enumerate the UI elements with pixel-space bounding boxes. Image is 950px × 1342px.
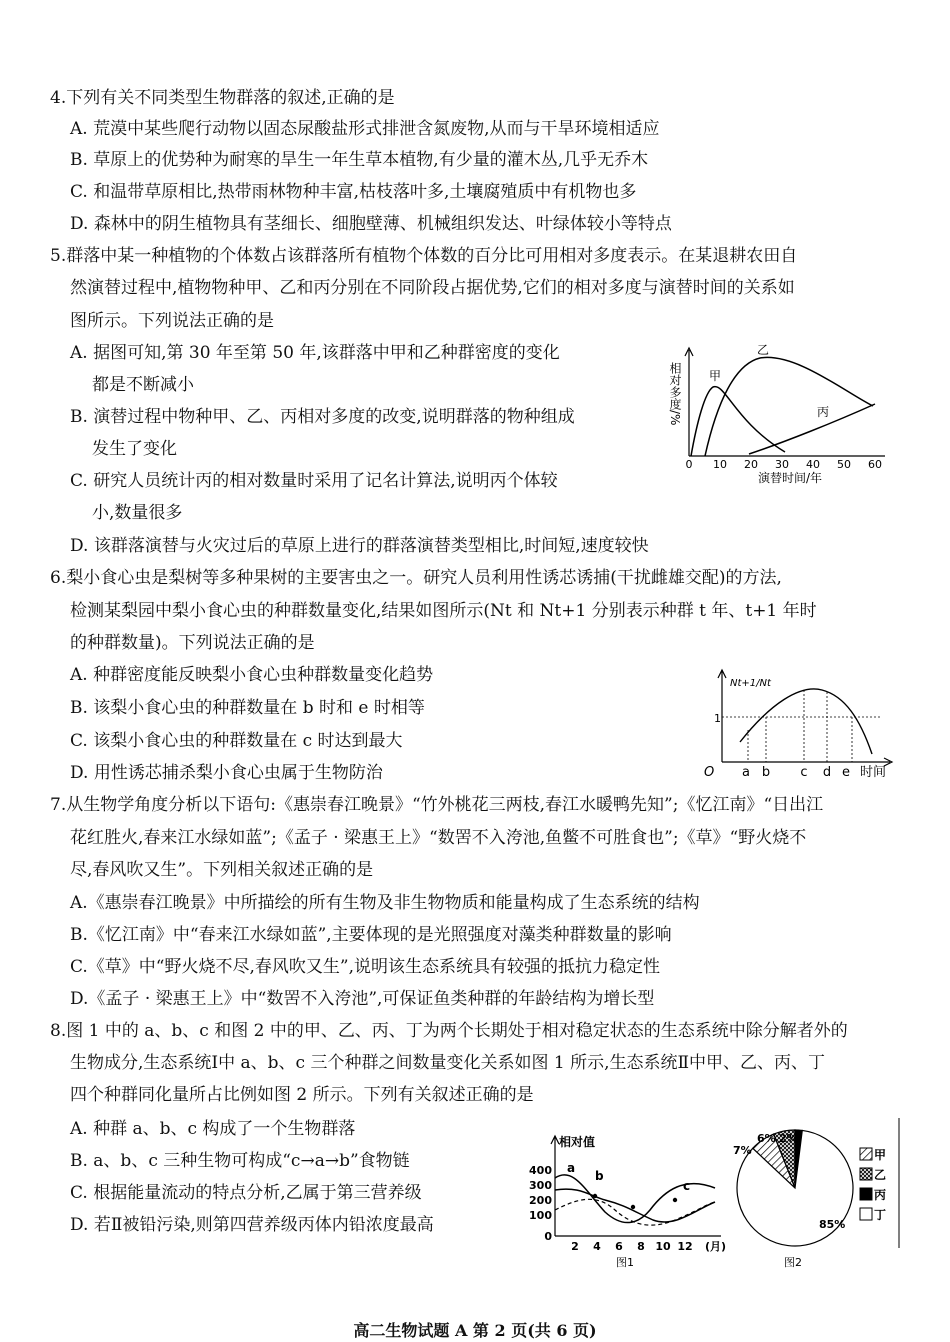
q6-stem-3: 的种群数量)。下列说法正确的是 bbox=[70, 633, 315, 653]
q6-origin-label: O bbox=[704, 765, 715, 780]
q6-option-d: D. 用性诱芯捕杀梨小食心虫属于生物防治 bbox=[70, 763, 383, 783]
q8-fig1-x-tick: 4 bbox=[593, 1240, 601, 1253]
q5-x-tick: 30 bbox=[775, 458, 789, 471]
q8-option-d: D. 若Ⅱ被铅污染,则第四营养级丙体内铅浓度最高 bbox=[70, 1215, 434, 1235]
q5-option-c: C. 研究人员统计丙的相对数量时采用了记名计算法,说明丙个体较 bbox=[70, 471, 558, 491]
q8-fig2-caption: 图2 bbox=[784, 1256, 802, 1269]
q8-fig2-legend-jia: 甲 bbox=[874, 1148, 887, 1162]
q8-fig1-series-a bbox=[555, 1175, 715, 1223]
q7-option-b: B.《忆江南》中“春来江水绿如蓝”,主要体现的是光照强度对藻类种群数量的影响 bbox=[70, 925, 672, 945]
q8-fig1-y-axis-label: 相对值 bbox=[559, 1135, 596, 1149]
q5-x-tick: 0 bbox=[685, 458, 693, 471]
q7-stem-1: 7.从生物学角度分析以下语句:《惠崇春江晚景》“竹外桃花三两枝,春江水暖鸭先知”;《忆江南》“日出江 bbox=[50, 795, 824, 815]
q6-population-ratio-chart bbox=[704, 664, 900, 784]
q8-fig1-series-c-label: c bbox=[683, 1179, 691, 1193]
q5-option-a: A. 据图可知,第 30 年至第 50 年,该群落中甲和乙种群密度的变化 bbox=[70, 343, 560, 363]
q5-x-tick: 20 bbox=[744, 458, 758, 471]
q5-option-b: B. 演替过程中物种甲、乙、丙相对多度的改变,说明群落的物种组成 bbox=[70, 407, 575, 427]
q4-option-a: A. 荒漠中某些爬行动物以固态尿酸盐形式排泄含氮废物,从而与干旱环境相适应 bbox=[70, 119, 660, 139]
q8-fig2-legend-ding: 丁 bbox=[874, 1208, 887, 1222]
q8-fig1-series-b bbox=[555, 1189, 715, 1222]
q5-series-jia-label: 甲 bbox=[709, 369, 722, 383]
q8-fig1-y-tick: 100 bbox=[529, 1209, 552, 1222]
q5-x-tick: 10 bbox=[713, 458, 727, 471]
q8-fig2-legend-yi: 乙 bbox=[874, 1168, 887, 1182]
q8-fig2-legend-bing: 丙 bbox=[874, 1188, 887, 1202]
q6-y-axis-label: Nt+1/Nt bbox=[730, 678, 771, 689]
q7-stem-3: 尽,春风吹又生”。下列相关叙述正确的是 bbox=[70, 860, 374, 880]
q8-option-a: A. 种群 a、b、c 构成了一个生物群落 bbox=[70, 1119, 356, 1139]
q6-point-label: e bbox=[842, 765, 850, 780]
q5-stem-2: 然演替过程中,植物物种甲、乙和丙分别在不同阶段占据优势,它们的相对多度与演替时间的关系如 bbox=[70, 278, 795, 298]
q8-option-c: C. 根据能量流动的特点分析,乙属于第三营养级 bbox=[70, 1183, 422, 1203]
q6-point-label: b bbox=[761, 765, 771, 780]
q5-series-jia-curve bbox=[691, 387, 785, 456]
q5-succession-chart bbox=[665, 342, 900, 487]
q5-option-c-cont: 小,数量很多 bbox=[92, 503, 183, 523]
q8-fig1-population-chart bbox=[525, 1130, 725, 1270]
q5-option-b-cont: 发生了变化 bbox=[92, 439, 177, 459]
q7-stem-2: 花红胜火,春来江水绿如蓝”;《孟子 · 梁惠王上》“数罟不入洿池,鱼鳖不可胜食也”;《草》“野火烧不 bbox=[70, 828, 807, 848]
q6-x-axis-label: 时间 bbox=[860, 765, 887, 780]
q8-fig1-x-tick: 6 bbox=[615, 1240, 623, 1253]
q8-fig1-y-tick: 0 bbox=[544, 1230, 552, 1243]
q8-fig1-series-a-label: a bbox=[567, 1161, 576, 1175]
q7-option-c: C.《草》中“野火烧不尽,春风吹又生”,说明该生态系统具有较强的抵抗力稳定性 bbox=[70, 957, 660, 977]
q8-fig1-y-tick: 200 bbox=[529, 1194, 552, 1207]
q5-x-tick: 50 bbox=[837, 458, 851, 471]
q5-series-bing-curve bbox=[749, 404, 875, 454]
q4-option-d: D. 森林中的阴生植物具有茎细长、细胞壁薄、机械组织发达、叶绿体较小等特点 bbox=[70, 214, 672, 234]
q6-option-c: C. 该梨小食心虫的种群数量在 c 时达到最大 bbox=[70, 731, 403, 751]
q6-y-tick-1: 1 bbox=[714, 712, 721, 725]
q8-stem-2: 生物成分,生态系统Ⅰ中 a、b、c 三个种群之间数量变化关系如图 1 所示,生态系统Ⅱ中甲、乙、丙、丁 bbox=[70, 1053, 826, 1073]
q5-x-tick: 60 bbox=[868, 458, 882, 471]
q8-fig2-label-bing: 2% bbox=[779, 1132, 798, 1145]
q6-point-label: a bbox=[742, 765, 750, 780]
q8-fig1-series-b-label: b bbox=[595, 1169, 604, 1183]
q8-stem-1: 8.图 1 中的 a、b、c 和图 2 中的甲、乙、丙、丁为两个长期处于相对稳定状态的生态系统中除分解者外的 bbox=[50, 1021, 848, 1041]
q8-option-b: B. a、b、c 三种生物可构成“c→a→b”食物链 bbox=[70, 1151, 410, 1171]
q8-fig1-caption: 图1 bbox=[616, 1256, 634, 1269]
q5-x-tick: 40 bbox=[806, 458, 820, 471]
q5-series-bing-label: 丙 bbox=[817, 405, 830, 419]
q8-fig1-x-tick: 2 bbox=[571, 1240, 579, 1253]
q6-option-a: A. 种群密度能反映梨小食心虫种群数量变化趋势 bbox=[70, 665, 434, 685]
q6-point-label: d bbox=[822, 765, 832, 780]
q6-option-b: B. 该梨小食心虫的种群数量在 b 时和 e 时相等 bbox=[70, 698, 425, 718]
q8-fig2-pie-chart bbox=[727, 1118, 902, 1270]
q8-fig1-x-tick: 10 bbox=[655, 1240, 671, 1253]
q8-fig1-y-tick: 400 bbox=[529, 1164, 552, 1177]
q8-fig1-y-tick: 300 bbox=[529, 1179, 552, 1192]
q8-fig1-x-tick: 8 bbox=[637, 1240, 645, 1253]
q5-x-axis-label: 演替时间/年 bbox=[757, 471, 823, 485]
q7-option-a: A.《惠崇春江晚景》中所描绘的所有生物及非生物物质和能量构成了生态系统的结构 bbox=[70, 893, 700, 913]
q6-point-label: c bbox=[800, 765, 808, 780]
q4-option-c: C. 和温带草原相比,热带雨林物种丰富,枯枝落叶多,土壤腐殖质中有机物也多 bbox=[70, 182, 637, 202]
q5-stem-1: 5.群落中某一种植物的个体数占该群落所有植物个体数的百分比可用相对多度表示。在某退耕农田自 bbox=[50, 246, 798, 266]
q5-option-d: D. 该群落演替与火灾过后的草原上进行的群落演替类型相比,时间短,速度较快 bbox=[70, 536, 649, 556]
q5-stem-3: 图所示。下列说法正确的是 bbox=[70, 311, 274, 331]
q8-fig1-x-tick: 12 bbox=[677, 1240, 693, 1253]
q8-fig2-label-ding: 85% bbox=[819, 1218, 846, 1231]
q8-fig1-x-unit: (月) bbox=[705, 1240, 727, 1253]
q6-stem-2: 检测某梨园中梨小食心虫的种群数量变化,结果如图所示(Nt 和 Nt+1 分别表示种群 t 年、t+1 年时 bbox=[70, 601, 817, 621]
q5-series-yi-curve bbox=[705, 357, 873, 456]
q8-fig2-label-jia: 7% bbox=[733, 1144, 752, 1157]
q4-option-b: B. 草原上的优势种为耐寒的旱生一年生草本植物,有少量的灌木丛,几乎无乔木 bbox=[70, 150, 649, 170]
q8-stem-3: 四个种群同化量所占比例如图 2 所示。下列有关叙述正确的是 bbox=[70, 1085, 534, 1105]
q8-fig2-label-yi: 6% bbox=[757, 1132, 776, 1145]
q7-option-d: D.《孟子 · 梁惠王上》中“数罟不入洿池”,可保证鱼类种群的年龄结构为增长型 bbox=[70, 989, 655, 1009]
page-footer: 高二生物试题 A 第 2 页(共 6 页) bbox=[353, 1321, 597, 1340]
q5-series-yi-label: 乙 bbox=[757, 343, 770, 357]
q5-option-a-cont: 都是不断减小 bbox=[92, 375, 194, 395]
q4-stem: 4.下列有关不同类型生物群落的叙述,正确的是 bbox=[50, 88, 395, 108]
q6-stem-1: 6.梨小食心虫是梨树等多种果树的主要害虫之一。研究人员利用性诱芯诱捕(干扰雌雄交配)的方法, bbox=[50, 568, 782, 588]
q5-y-axis-label: 相对多度/% bbox=[668, 362, 682, 426]
